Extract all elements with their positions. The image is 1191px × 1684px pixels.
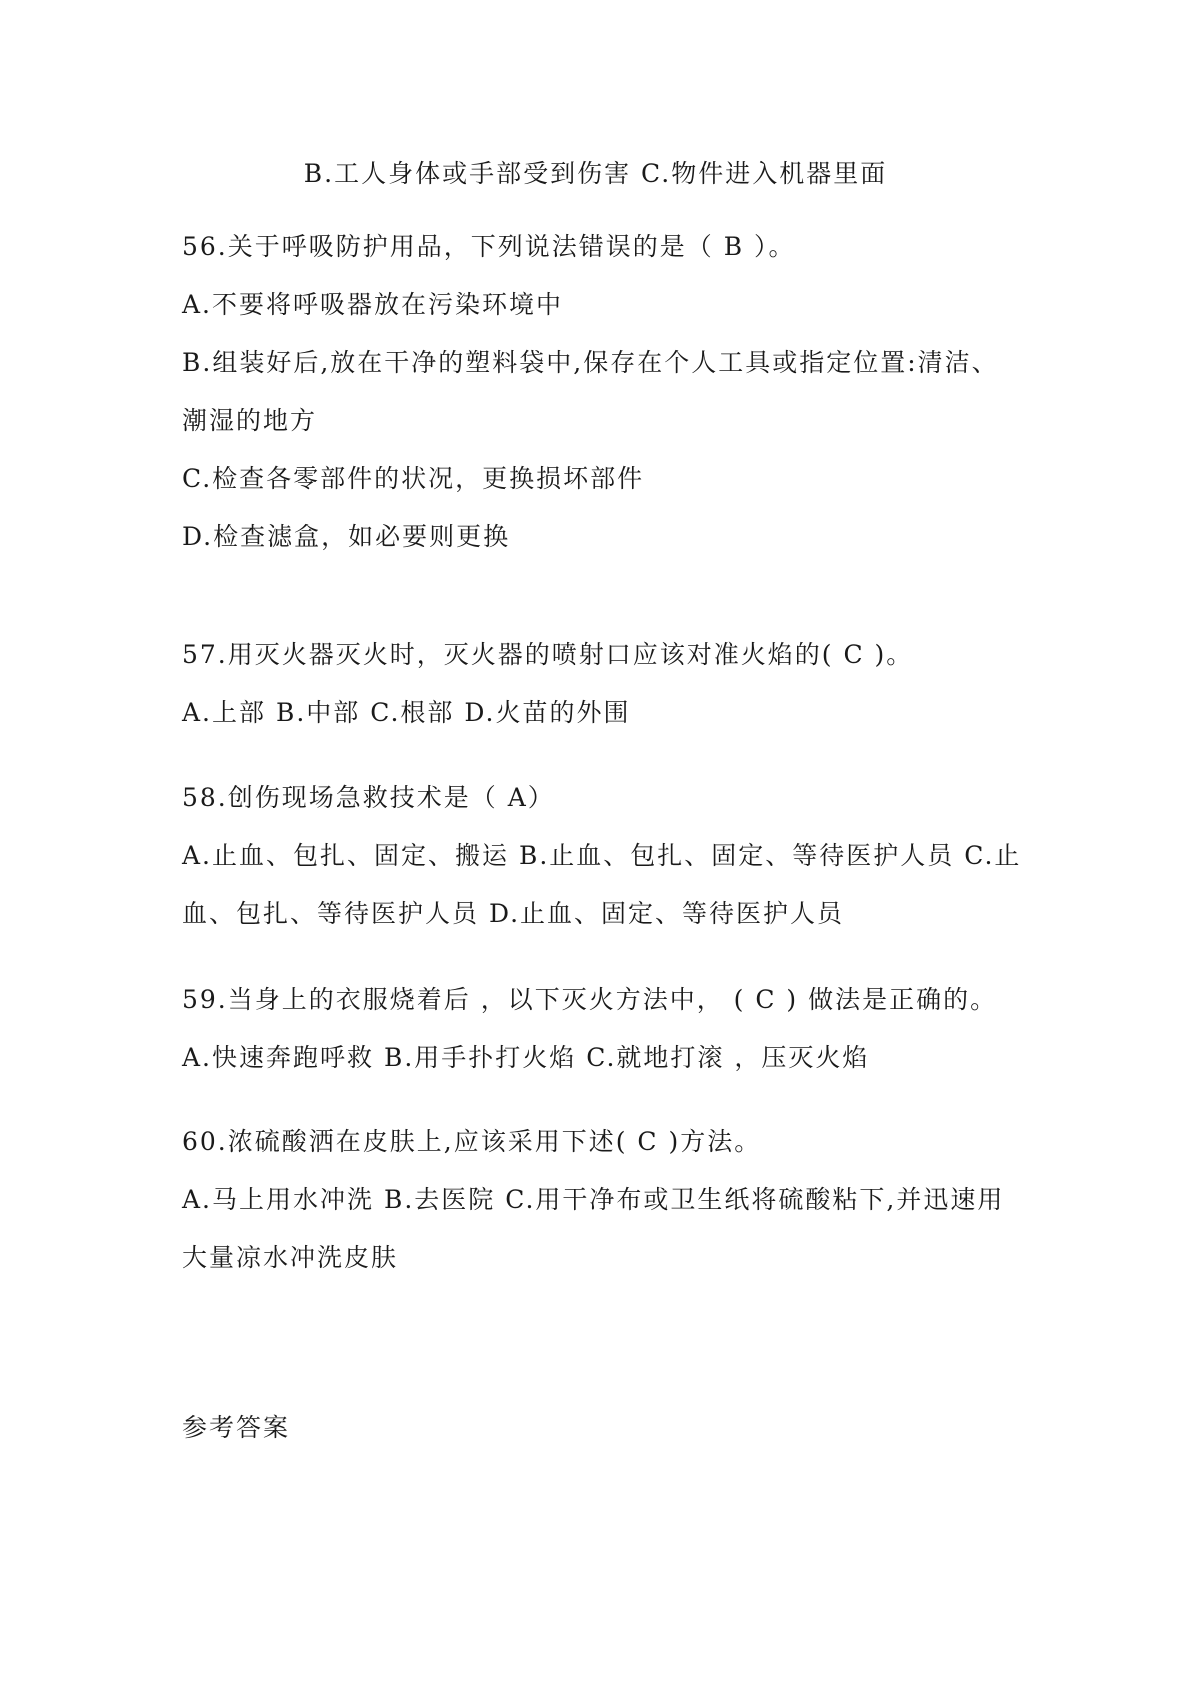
question-60-options-cont: 大量凉水冲洗皮肤 [182,1243,399,1272]
question-58-options-cont: 血、包扎、等待医护人员 D.止血、固定、等待医护人员 [182,899,845,928]
question-58-stem: 58.创伤现场急救技术是（ A） [182,783,555,812]
question-58-options: A.止血、包扎、固定、搬运 B.止血、包扎、固定、等待医护人员 C.止 [182,841,1022,870]
question-56-option-a: A.不要将呼吸器放在污染环境中 [182,290,564,319]
previous-question-options: B.工人身体或手部受到伤害 C.物件进入机器里面 [303,159,888,188]
question-56-option-b-cont: 潮湿的地方 [182,406,318,435]
question-60-options: A.马上用水冲洗 B.去医院 C.用干净布或卫生纸将硫酸粘下,并迅速用 [182,1185,1005,1214]
question-56-option-c: C.检查各零部件的状况，更换损坏部件 [182,464,645,493]
question-57-stem: 57.用灭火器灭火时，灭火器的喷射口应该对准火焰的( C )。 [182,640,914,669]
question-59-options: A.快速奔跑呼救 B.用手扑打火焰 C.就地打滚 ，压灭火焰 [182,1043,870,1072]
answers-heading: 参考答案 [182,1413,291,1442]
question-56-stem: 56.关于呼吸防护用品，下列说法错误的是（ B ）。 [182,232,796,261]
question-56-option-b: B.组装好后,放在干净的塑料袋中,保存在个人工具或指定位置:清洁、 [182,348,999,377]
question-59-stem: 59.当身上的衣服烧着后 ，以下灭火方法中， ( C ) 做法是正确的。 [182,985,998,1014]
question-60-stem: 60.浓硫酸洒在皮肤上,应该采用下述( C )方法。 [182,1127,762,1156]
question-56-option-d: D.检查滤盒，如必要则更换 [182,522,511,551]
question-57-options: A.上部 B.中部 C.根部 D.火苗的外围 [182,698,631,727]
